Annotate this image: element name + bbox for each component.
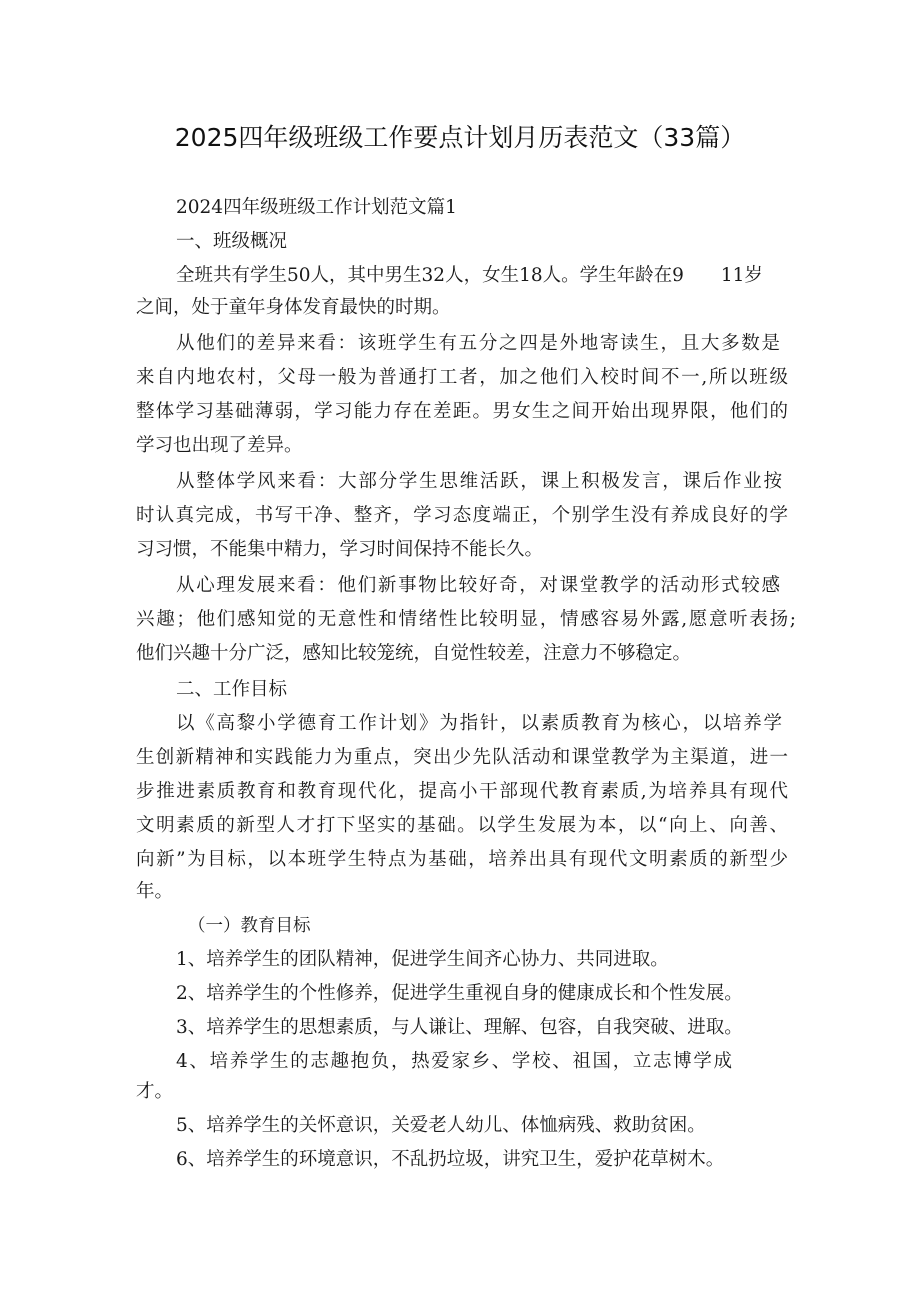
document-title: 2025四年级班级工作要点计划月历表范文（33篇） (174, 123, 746, 152)
paragraph-line: 来自内地农村，父母一般为普通打工者，加之他们入校时间不一,所以班级 (136, 367, 788, 388)
paragraph-line: 从整体学风来看：大部分学生思维活跃，课上积极发言，课后作业按 (176, 471, 782, 492)
paragraph-line: 从他们的差异来看：该班学生有五分之四是外地寄读生，且大多数是 (176, 333, 780, 354)
paragraph-line: 生创新精神和实践能力为重点，突出少先队活动和课堂教学为主渠道，进一 (136, 747, 788, 768)
list-item: 3、培养学生的思想素质，与人谦让、理解、包容，自我突破、进取。 (176, 1017, 743, 1038)
paragraph-line: 兴趣；他们感知觉的无意性和情绪性比较明显，情感容易外露,愿意听表扬; (136, 609, 796, 630)
paragraph-line: 他们兴趣十分广泛，感知比较笼统，自觉性较差，注意力不够稳定。 (136, 643, 692, 664)
paragraph-line: 整体学习基础薄弱，学习能力存在差距。男女生之间开始出现界限，他们的 (136, 401, 788, 422)
paragraph-line: 年。 (136, 881, 174, 902)
list-item-continuation: 才。 (136, 1081, 174, 1102)
paragraph-line: 步推进素质教育和教育现代化，提高小干部现代教育素质,为培养具有现代 (136, 781, 788, 802)
list-item: 6、培养学生的环境意识，不乱扔垃圾，讲究卫生，爱护花草树木。 (176, 1149, 725, 1170)
paragraph-line: 时认真完成，书写干净、整齐，学习态度端正，个别学生没有养成良好的学 (136, 505, 788, 526)
paragraph-line: 以《高黎小学德育工作计划》为指针，以素质教育为核心，以培养学 (176, 713, 782, 734)
subsection-heading: 一、班级概况 (176, 231, 288, 252)
paragraph-line: 向新”为目标，以本班学生特点为基础，培养出具有现代文明素质的新型少 (136, 849, 788, 870)
paragraph-line: 全班共有学生50人，其中男生32人，女生18人。学生年龄在9 11岁 (176, 265, 763, 286)
paragraph-line: 文明素质的新型人才打下坚实的基础。以学生发展为本，以“向上、向善、 (136, 815, 788, 836)
list-item: 5、培养学生的关怀意识，关爱老人幼儿、体恤病残、救助贫困。 (176, 1115, 706, 1136)
section-heading: 2024四年级班级工作计划范文篇1 (176, 197, 457, 218)
paragraph-line: 之间，处于童年身体发育最快的时期。 (136, 297, 451, 318)
paragraph-line: 从心理发展来看：他们新事物比较好奇，对课堂教学的活动形式较感 (176, 575, 780, 596)
list-item: 1、培养学生的团队精神，促进学生间齐心协力、共同进取。 (176, 949, 669, 970)
list-item: 4、培养学生的志趣抱负，热爱家乡、学校、祖国，立志博学成 (176, 1051, 732, 1072)
paragraph-line: 习习惯，不能集中精力，学习时间保持不能长久。 (136, 539, 544, 560)
subsection-heading: （一）教育目标 (188, 916, 311, 936)
subsection-heading: 二、工作目标 (176, 679, 288, 700)
list-item: 2、培养学生的个性修养，促进学生重视自身的健康成长和个性发展。 (176, 983, 743, 1004)
paragraph-line: 学习也出现了差异。 (136, 435, 303, 456)
